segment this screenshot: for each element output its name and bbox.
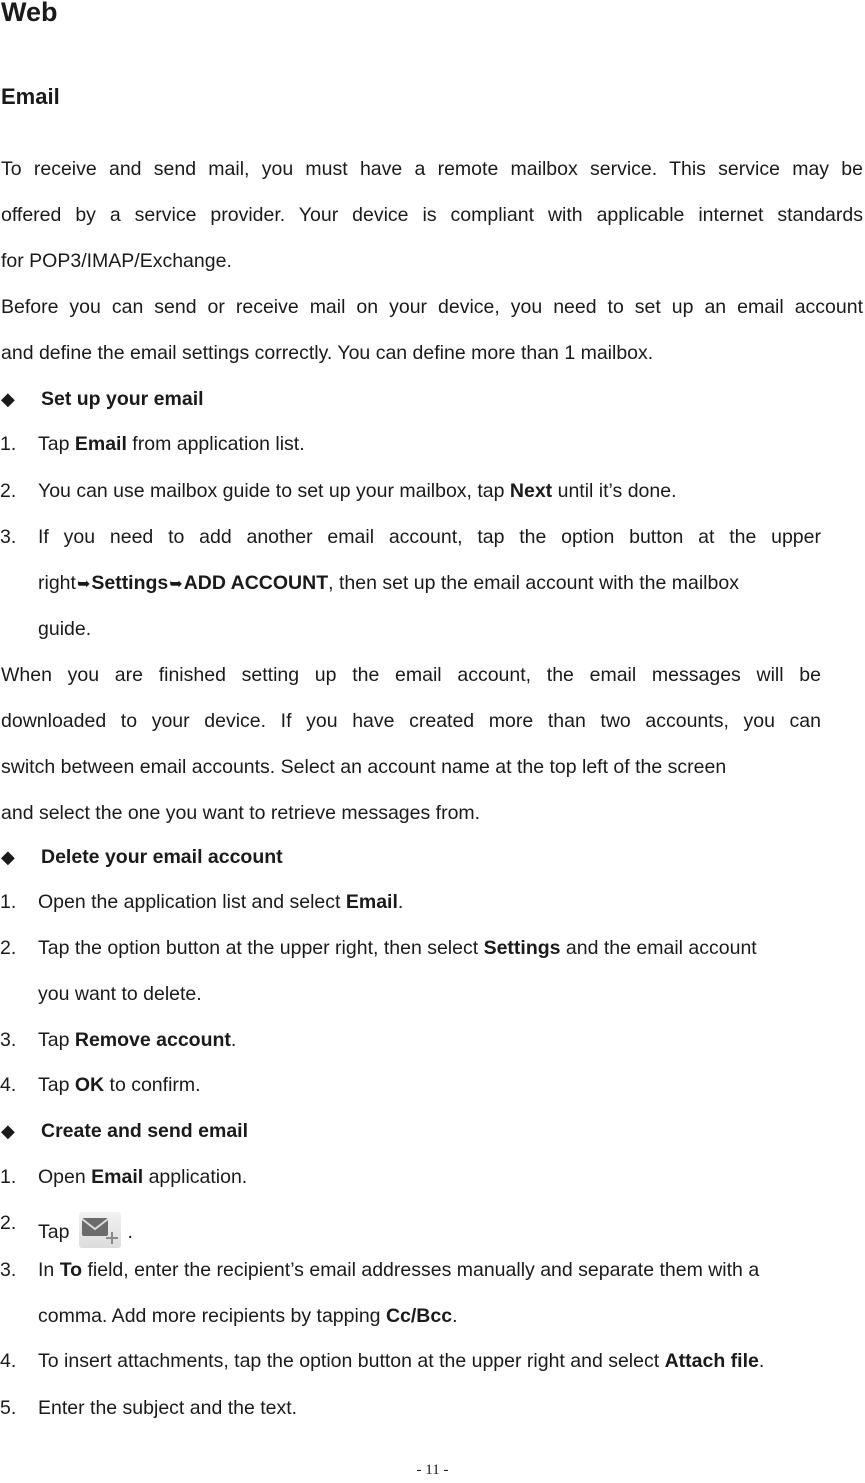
setup-after-line-2: downloaded to your device. If you have created more than two accounts, you can	[1, 710, 821, 732]
setup-after-line-4: and select the one you want to retrieve messages from.	[1, 802, 481, 824]
intro-line-3: for POP3/IMAP/Exchange.	[1, 250, 232, 272]
page-number: - 11 -	[416, 1462, 449, 1478]
intro-line-5: and define the email settings correctly. You can define more than 1 mailbox.	[1, 342, 654, 364]
setup-after-line-1: When you are finished setting up the email account, the email messages will be	[1, 664, 821, 686]
diamond-bullet-icon: ◆	[1, 847, 15, 867]
page-title: Web	[1, 0, 58, 27]
diamond-bullet-icon: ◆	[1, 1121, 15, 1141]
arrow-icon: ➥	[76, 576, 91, 593]
setup-after-line-3: switch between email accounts. Select an account name at the top left of the screen	[1, 756, 727, 778]
create-heading: ◆ Create and send email	[1, 1120, 248, 1142]
arrow-icon: ➥	[169, 576, 183, 593]
intro-line-1: To receive and send mail, you must have a remote mailbox service. This service may be	[1, 158, 863, 180]
intro-line-4: Before you can send or receive mail on your device, you need to set up an email account	[1, 296, 863, 318]
diamond-bullet-icon: ◆	[1, 389, 15, 409]
compose-mail-icon	[79, 1212, 121, 1248]
section-title: Email	[1, 84, 60, 109]
setup-heading: ◆ Set up your email	[1, 388, 204, 410]
delete-heading: ◆ Delete your email account	[1, 846, 283, 868]
intro-line-2: offered by a service provider. Your device is compliant with applicable internet standards	[1, 204, 863, 226]
